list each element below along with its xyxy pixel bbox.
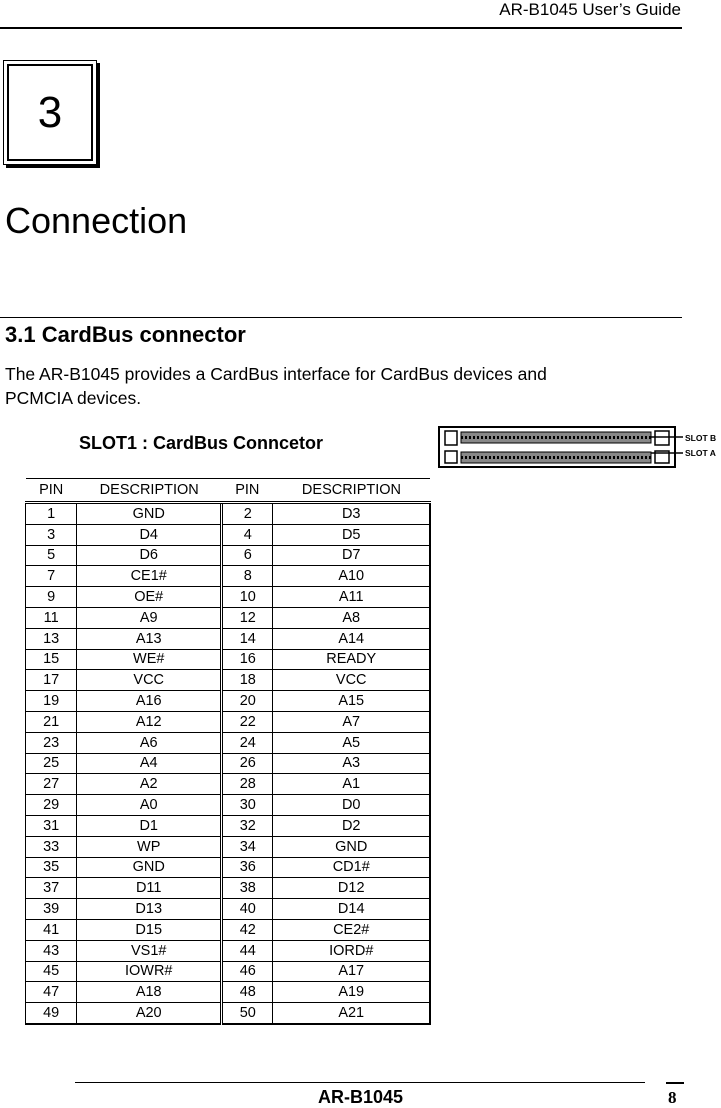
slot-title: SLOT1 : CardBus Conncetor [79, 433, 324, 453]
pin-description: VS1# [77, 940, 222, 961]
pin-number: 39 [26, 899, 77, 920]
pin-description: A3 [273, 753, 430, 774]
pin-table-body [26, 503, 431, 1024]
table-row [26, 732, 431, 753]
pin-number: 31 [26, 815, 77, 836]
table-row [26, 607, 431, 628]
slot-a-label: SLOT A [685, 448, 716, 458]
pin-number: 15 [26, 649, 77, 670]
pin-table [25, 478, 431, 1025]
pin-description: CE2# [273, 919, 430, 940]
pin-number: 25 [26, 753, 77, 774]
table-row [26, 919, 431, 940]
footer-rule [75, 1082, 645, 1083]
pin-description: A18 [77, 982, 222, 1003]
pin-description: A13 [77, 628, 222, 649]
pin-description: D5 [273, 524, 430, 545]
pin-number: 18 [222, 670, 273, 691]
footer-page-rule [666, 1082, 684, 1084]
pin-number: 32 [222, 815, 273, 836]
pin-description: D11 [77, 878, 222, 899]
pin-number: 49 [26, 1003, 77, 1024]
pin-number: 19 [26, 691, 77, 712]
pin-number: 40 [222, 899, 273, 920]
pin-description: D2 [273, 815, 430, 836]
pin-number: 22 [222, 711, 273, 732]
pin-description: D3 [273, 503, 430, 525]
pin-description: WE# [77, 649, 222, 670]
pin-description: IORD# [273, 940, 430, 961]
pin-description: D7 [273, 545, 430, 566]
pin-number: 47 [26, 982, 77, 1003]
pin-number: 29 [26, 795, 77, 816]
table-row [26, 982, 431, 1003]
pin-description: D13 [77, 899, 222, 920]
pin-description: A7 [273, 711, 430, 732]
pin-description: D1 [77, 815, 222, 836]
table-row [26, 566, 431, 587]
pin-description: A1 [273, 774, 430, 795]
pin-number: 14 [222, 628, 273, 649]
table-row [26, 628, 431, 649]
table-row [26, 836, 431, 857]
chapter-number-box [3, 60, 97, 165]
col-header-pin: PIN [222, 479, 273, 503]
pin-description: VCC [77, 670, 222, 691]
pin-description: WP [77, 836, 222, 857]
pin-number: 24 [222, 732, 273, 753]
pin-description: A6 [77, 732, 222, 753]
pin-number: 46 [222, 961, 273, 982]
pin-description: GND [77, 857, 222, 878]
pin-number: 45 [26, 961, 77, 982]
table-row [26, 649, 431, 670]
pin-description: A21 [273, 1003, 430, 1024]
pin-number: 17 [26, 670, 77, 691]
pin-description: A20 [77, 1003, 222, 1024]
pin-description: A15 [273, 691, 430, 712]
pin-number: 9 [26, 587, 77, 608]
pin-number: 16 [222, 649, 273, 670]
pin-number: 5 [26, 545, 77, 566]
table-row [26, 795, 431, 816]
pin-description: A19 [273, 982, 430, 1003]
table-row [26, 587, 431, 608]
pin-number: 20 [222, 691, 273, 712]
pin-number: 34 [222, 836, 273, 857]
pin-number: 41 [26, 919, 77, 940]
pin-number: 13 [26, 628, 77, 649]
pin-description: A12 [77, 711, 222, 732]
table-row [26, 857, 431, 878]
pin-description: A11 [273, 587, 430, 608]
pin-description: OE# [77, 587, 222, 608]
pin-description: A4 [77, 753, 222, 774]
intro-paragraph: The AR-B1045 provides a CardBus interface for CardBus devices and PCMCIA devices. [5, 364, 547, 408]
pin-description: A16 [77, 691, 222, 712]
pin-description: GND [77, 503, 222, 525]
pin-description: A14 [273, 628, 430, 649]
pin-number: 6 [222, 545, 273, 566]
table-row [26, 503, 431, 525]
pin-number: 3 [26, 524, 77, 545]
pin-number: 1 [26, 503, 77, 525]
table-row [26, 545, 431, 566]
pin-description: READY [273, 649, 430, 670]
pin-number: 10 [222, 587, 273, 608]
table-row [26, 940, 431, 961]
pin-description: A2 [77, 774, 222, 795]
pin-description: A17 [273, 961, 430, 982]
col-header-description: DESCRIPTION [77, 479, 222, 503]
pin-number: 27 [26, 774, 77, 795]
pin-number: 42 [222, 919, 273, 940]
table-row [26, 1003, 431, 1024]
pin-number: 35 [26, 857, 77, 878]
pin-number: 38 [222, 878, 273, 899]
pin-description: D4 [77, 524, 222, 545]
pin-number: 12 [222, 607, 273, 628]
pin-description: D12 [273, 878, 430, 899]
pin-description: GND [273, 836, 430, 857]
col-header-pin: PIN [26, 479, 77, 503]
page-number: 8 [668, 1088, 677, 1107]
pin-number: 50 [222, 1003, 273, 1024]
pin-number: 11 [26, 607, 77, 628]
chapter-title: Connection [5, 200, 188, 241]
pin-description: D15 [77, 919, 222, 940]
pin-table-header-row [26, 479, 431, 503]
cardbus-connector-image [437, 423, 721, 471]
pin-description: A9 [77, 607, 222, 628]
table-row [26, 691, 431, 712]
pin-description: CD1# [273, 857, 430, 878]
pin-description: D6 [77, 545, 222, 566]
section-rule [0, 317, 682, 318]
pin-description: A10 [273, 566, 430, 587]
pin-number: 48 [222, 982, 273, 1003]
pin-description: A8 [273, 607, 430, 628]
pin-description: IOWR# [77, 961, 222, 982]
pin-number: 28 [222, 774, 273, 795]
pin-number: 33 [26, 836, 77, 857]
slot-b-label: SLOT B [685, 433, 717, 443]
table-row [26, 815, 431, 836]
table-row [26, 670, 431, 691]
pin-description: CE1# [77, 566, 222, 587]
pin-number: 7 [26, 566, 77, 587]
header-title: AR-B1045 User’s Guide [499, 0, 681, 19]
table-row [26, 524, 431, 545]
header-rule [0, 27, 682, 29]
pin-number: 21 [26, 711, 77, 732]
col-header-description: DESCRIPTION [273, 479, 430, 503]
pin-description: A5 [273, 732, 430, 753]
table-row [26, 961, 431, 982]
pin-number: 23 [26, 732, 77, 753]
pin-description: D0 [273, 795, 430, 816]
section-title: 3.1 CardBus connector [5, 322, 246, 347]
table-row [26, 774, 431, 795]
pin-number: 36 [222, 857, 273, 878]
pin-number: 44 [222, 940, 273, 961]
pin-number: 4 [222, 524, 273, 545]
pin-description: A0 [77, 795, 222, 816]
pin-number: 8 [222, 566, 273, 587]
pin-number: 2 [222, 503, 273, 525]
table-row [26, 753, 431, 774]
table-row [26, 899, 431, 920]
footer-title: AR-B1045 [317, 1087, 404, 1107]
chapter-number: 3 [7, 64, 93, 161]
pin-number: 43 [26, 940, 77, 961]
table-row [26, 711, 431, 732]
pin-number: 26 [222, 753, 273, 774]
pin-description: VCC [273, 670, 430, 691]
table-row [26, 878, 431, 899]
pin-number: 37 [26, 878, 77, 899]
pin-description: D14 [273, 899, 430, 920]
pin-number: 30 [222, 795, 273, 816]
